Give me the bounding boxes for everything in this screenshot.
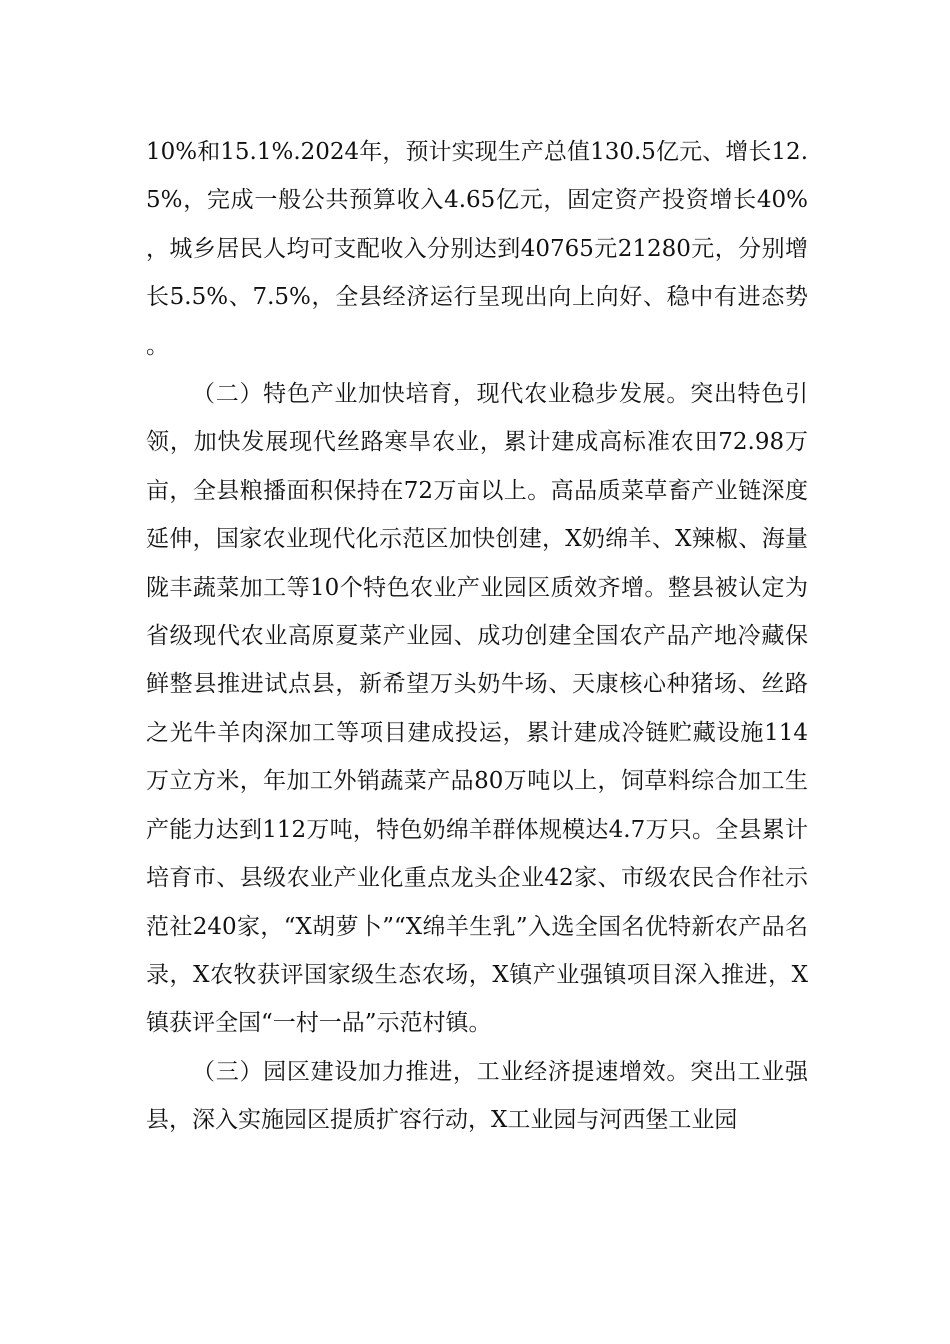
document-body — [146, 128, 808, 1145]
paragraph-economic-summary: 10%和15.1%.2024年，预计实现生产总值130.5亿元、增长12.5%，完成一般公共预算收入4.65亿元，固定资产投资增长40%，城乡居民人均可支配收入分别达到40765元21280元，分别增长5.5%、7.5%，全县经济运行呈现出向上向好、稳中有进态势。 — [146, 139, 808, 359]
paragraph-agriculture-section: （二）特色产业加快培育，现代农业稳步发展。突出特色引领，加快发展现代丝路寒旱农业，累计建成高标准农田72.98万亩，全县粮播面积保持在72万亩以上。高品质菜草畜产业链深度延伸，国家农业现代化示范区加快创建，X奶绵羊、X辣椒、海量陇丰蔬菜加工等10个特色农业产业园区质效齐增。整县被认定为省级现代农业高原夏菜产业园、成功创建全国农产品产地冷藏保鲜整县推进试点县，新希望万头奶牛场、天康核心种猪场、丝路之光牛羊肉深加工等项目建成投运，累计建成冷链贮藏设施114万立方米，年加工外销蔬菜产品80万吨以上，饲草料综合加工生产能力达到112万吨，特色奶绵羊群体规模达4.7万只。全县累计培育市、县级农业产业化重点龙头企业42家、市级农民合作社示范社240家，“X胡萝卜”“X绵羊生乳”入选全国名优特新农产品名录，X农牧获评国家级生态农场，X镇产业强镇项目深入推进，X镇获评全国“一村一品”示范村镇。 — [146, 381, 808, 1037]
paragraph-industry-section: （三）园区建设加力推进，工业经济提速增效。突出工业强县，深入实施园区提质扩容行动，X工业园与河西堡工业园 — [146, 1058, 808, 1134]
